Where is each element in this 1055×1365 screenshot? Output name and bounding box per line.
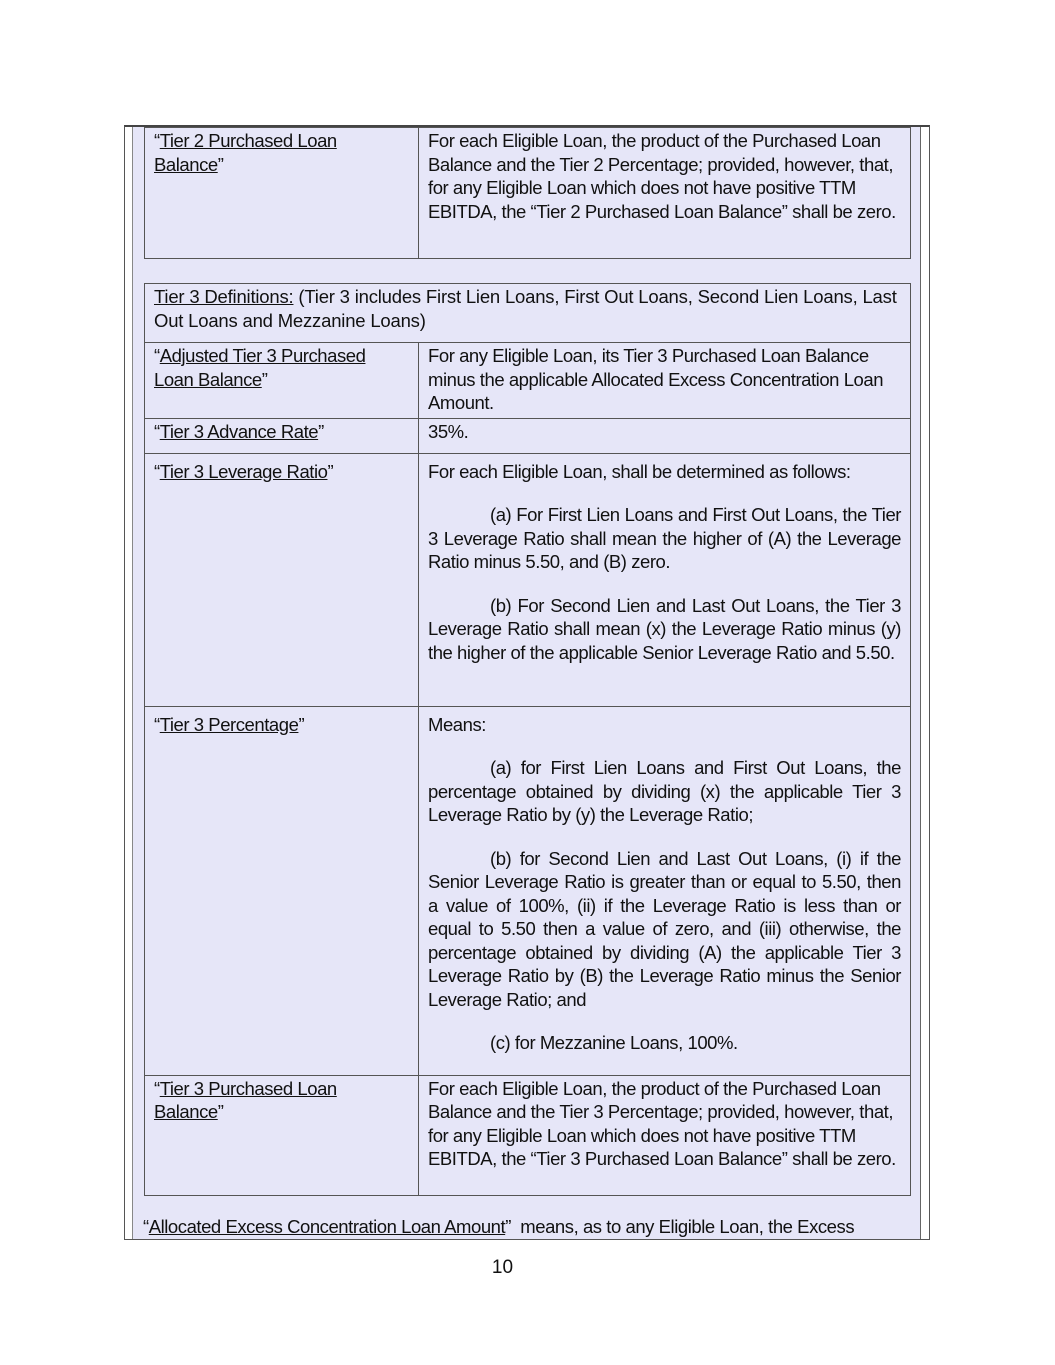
definition-cell <box>419 343 911 419</box>
term-cell <box>145 453 419 706</box>
definition-intro: For each Eligible Loan, shall be determined as follows: <box>428 460 851 482</box>
clause-a: (a) For First Lien Loans and First Out Loans, the Tier 3 Leverage Ratio shall mean the higher of (A) the Leverage Ratio minus 5.50, and (B) zero. <box>428 504 901 572</box>
defined-term: Tier 3 Advance Rate <box>159 420 319 442</box>
tier3-header-text: (Tier 3 includes First Lien Loans, First Out Loans, Second Lien Loans, Last Out Loans and Mezzanine Loans) <box>154 286 897 331</box>
defined-term: Tier 3 Leverage Ratio <box>159 460 328 482</box>
defined-term: Tier 2 Purchased Loan Balance <box>154 130 337 175</box>
tier2-definitions-table <box>144 127 911 259</box>
definition-cell <box>419 418 911 453</box>
close-quote: ” <box>505 1216 511 1237</box>
open-quote: “ <box>154 345 160 366</box>
open-quote: “ <box>154 130 160 151</box>
table-row <box>145 1075 911 1195</box>
table-row <box>145 706 911 1075</box>
term-cell <box>145 706 419 1075</box>
paragraph-text: means, as to any Eligible Loan, the Excess <box>510 1216 855 1237</box>
definition-cell <box>419 128 911 259</box>
open-quote: “ <box>154 460 160 482</box>
trailing-paragraph <box>143 1215 923 1238</box>
close-quote: ” <box>217 1101 224 1122</box>
close-quote: ” <box>217 153 224 175</box>
defined-term: Tier 3 Purchased Loan Balance <box>154 1077 337 1122</box>
defined-term: Allocated Excess Concentration Loan Amount <box>148 1216 506 1237</box>
table-row <box>145 418 911 453</box>
tier3-header-cell <box>145 284 911 343</box>
document-frame <box>124 125 930 1240</box>
definition-text: For each Eligible Loan, the product of the Purchased Loan Balance and the Tier 3 Percentage; provided, however, that, for any Eligible Loan which does not have positive TTM EBITDA, the “Tier 3 Purchased Loan Balance” shall be zero. <box>428 1077 896 1169</box>
definition-cell <box>419 453 911 706</box>
table-row <box>145 453 911 706</box>
term-cell <box>145 418 419 453</box>
definition-intro: Means: <box>428 713 486 735</box>
clause-a: (a) for First Lien Loans and First Out Loans, the percentage obtained by dividing (x) the applicable Tier 3 Leverage Ratio by (y) the Leverage Ratio; <box>428 757 901 825</box>
clause-c: (c) for Mezzanine Loans, 100%. <box>490 1032 738 1053</box>
term-cell <box>145 343 419 419</box>
close-quote: ” <box>327 460 334 482</box>
definition-cell <box>419 706 911 1075</box>
table-row <box>145 343 911 419</box>
clause-b: (b) For Second Lien and Last Out Loans, the Tier 3 Leverage Ratio shall mean (x) the Leverage Ratio minus (y) the higher of the applicable Senior Leverage Ratio and 5.50. <box>428 594 901 663</box>
close-quote: ” <box>261 368 268 390</box>
open-quote: “ <box>154 1077 160 1099</box>
table-header-row <box>145 284 911 343</box>
clause-b: (b) for Second Lien and Last Out Loans, (i) if the Senior Leverage Ratio is greater than or equal to 5.50, then a value of 100%, (ii) if the Leverage Ratio is less than or equal to 5.50 then a value of zero, and (iii) otherwise, the percentage obtained by dividing (A) the applicable Tier 3 Leverage Ratio by (B) the Leverage Ratio minus the Senior Leverage Ratio; and <box>428 847 901 1010</box>
definition-cell <box>419 1075 911 1195</box>
tier3-header-label: Tier 3 Definitions: <box>154 286 294 307</box>
close-quote: ” <box>318 420 324 442</box>
page-number: 10 <box>491 1257 514 1278</box>
open-quote: “ <box>154 420 160 442</box>
defined-term: Adjusted Tier 3 Purchased Loan Balance <box>154 345 366 390</box>
defined-term: Tier 3 Percentage <box>159 713 299 735</box>
open-quote: “ <box>143 1216 149 1237</box>
table-row <box>145 128 911 259</box>
shaded-region <box>132 127 921 1240</box>
close-quote: ” <box>298 713 305 735</box>
definition-text: For each Eligible Loan, the product of the Purchased Loan Balance and the Tier 2 Percentage; provided, however, that, for any Eligible Loan which does not have positive TTM EBITDA, the “Tier 2 Purchased Loan Balance” shall be zero. <box>428 130 896 222</box>
definition-text: 35%. <box>428 420 469 442</box>
tier3-definitions-table <box>144 283 911 1196</box>
open-quote: “ <box>154 713 160 735</box>
term-cell <box>145 128 419 259</box>
term-cell <box>145 1075 419 1195</box>
definition-text: For any Eligible Loan, its Tier 3 Purchased Loan Balance minus the applicable Allocated Excess Concentration Loan Amount. <box>428 345 884 413</box>
